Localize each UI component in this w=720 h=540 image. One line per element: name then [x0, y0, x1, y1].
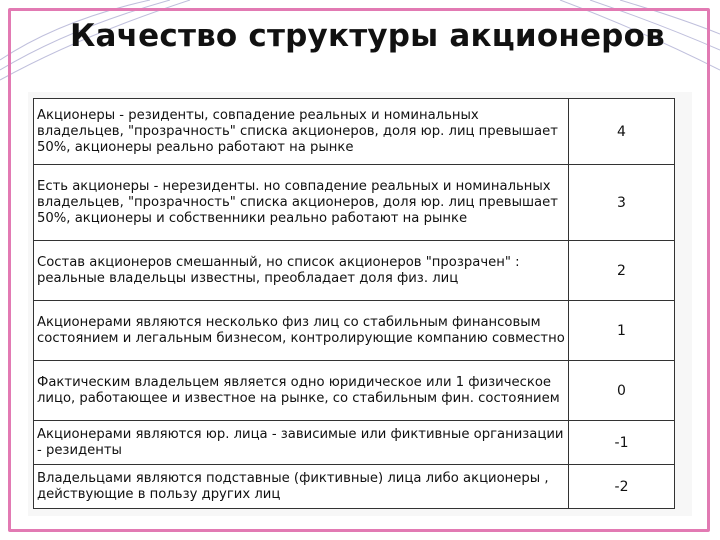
- row-description: Владельцами являются подставные (фиктивные) лица либо акционеры , действующие в пользу других лиц: [34, 465, 569, 509]
- row-score: 0: [569, 361, 675, 421]
- row-score: 1: [569, 301, 675, 361]
- row-score: 2: [569, 241, 675, 301]
- table-row: [34, 301, 675, 361]
- row-description: Акционерами являются несколько физ лиц со стабильным финансовым состоянием и легальным бизнесом, контролирующие компанию совместно: [34, 301, 569, 361]
- table-row: [34, 421, 675, 465]
- row-description: Состав акционеров смешанный, но список акционеров "прозрачен" : реальные владельцы известны, преобладает доля физ. лиц: [34, 241, 569, 301]
- row-score: -1: [569, 421, 675, 465]
- table-row: [34, 241, 675, 301]
- row-description: Есть акционеры - нерезиденты. но совпадение реальных и номинальных владельцев, "прозрачность" списка акционеров, доля юр. лиц превышает 50%, акционеры и собственники реально работают на рынке: [34, 165, 569, 241]
- row-description: Акционеры - резиденты, совпадение реальных и номинальных владельцев, "прозрачность" списка акционеров, доля юр. лиц превышает 50%, акционеры реально работают на рынке: [34, 99, 569, 165]
- shareholder-quality-table: [33, 98, 675, 509]
- row-score: 4: [569, 99, 675, 165]
- table-row: [34, 361, 675, 421]
- row-score: -2: [569, 465, 675, 509]
- table-container: [28, 92, 692, 516]
- row-description: Акционерами являются юр. лица - зависимые или фиктивные организации - резиденты: [34, 421, 569, 465]
- row-score: 3: [569, 165, 675, 241]
- page-title: Качество структуры акционеров: [70, 18, 665, 54]
- table-row: [34, 165, 675, 241]
- row-description: Фактическим владельцем является одно юридическое или 1 физическое лицо, работающее и известное на рынке, со стабильным фин. состоянием: [34, 361, 569, 421]
- table-row: [34, 99, 675, 165]
- table-row: [34, 465, 675, 509]
